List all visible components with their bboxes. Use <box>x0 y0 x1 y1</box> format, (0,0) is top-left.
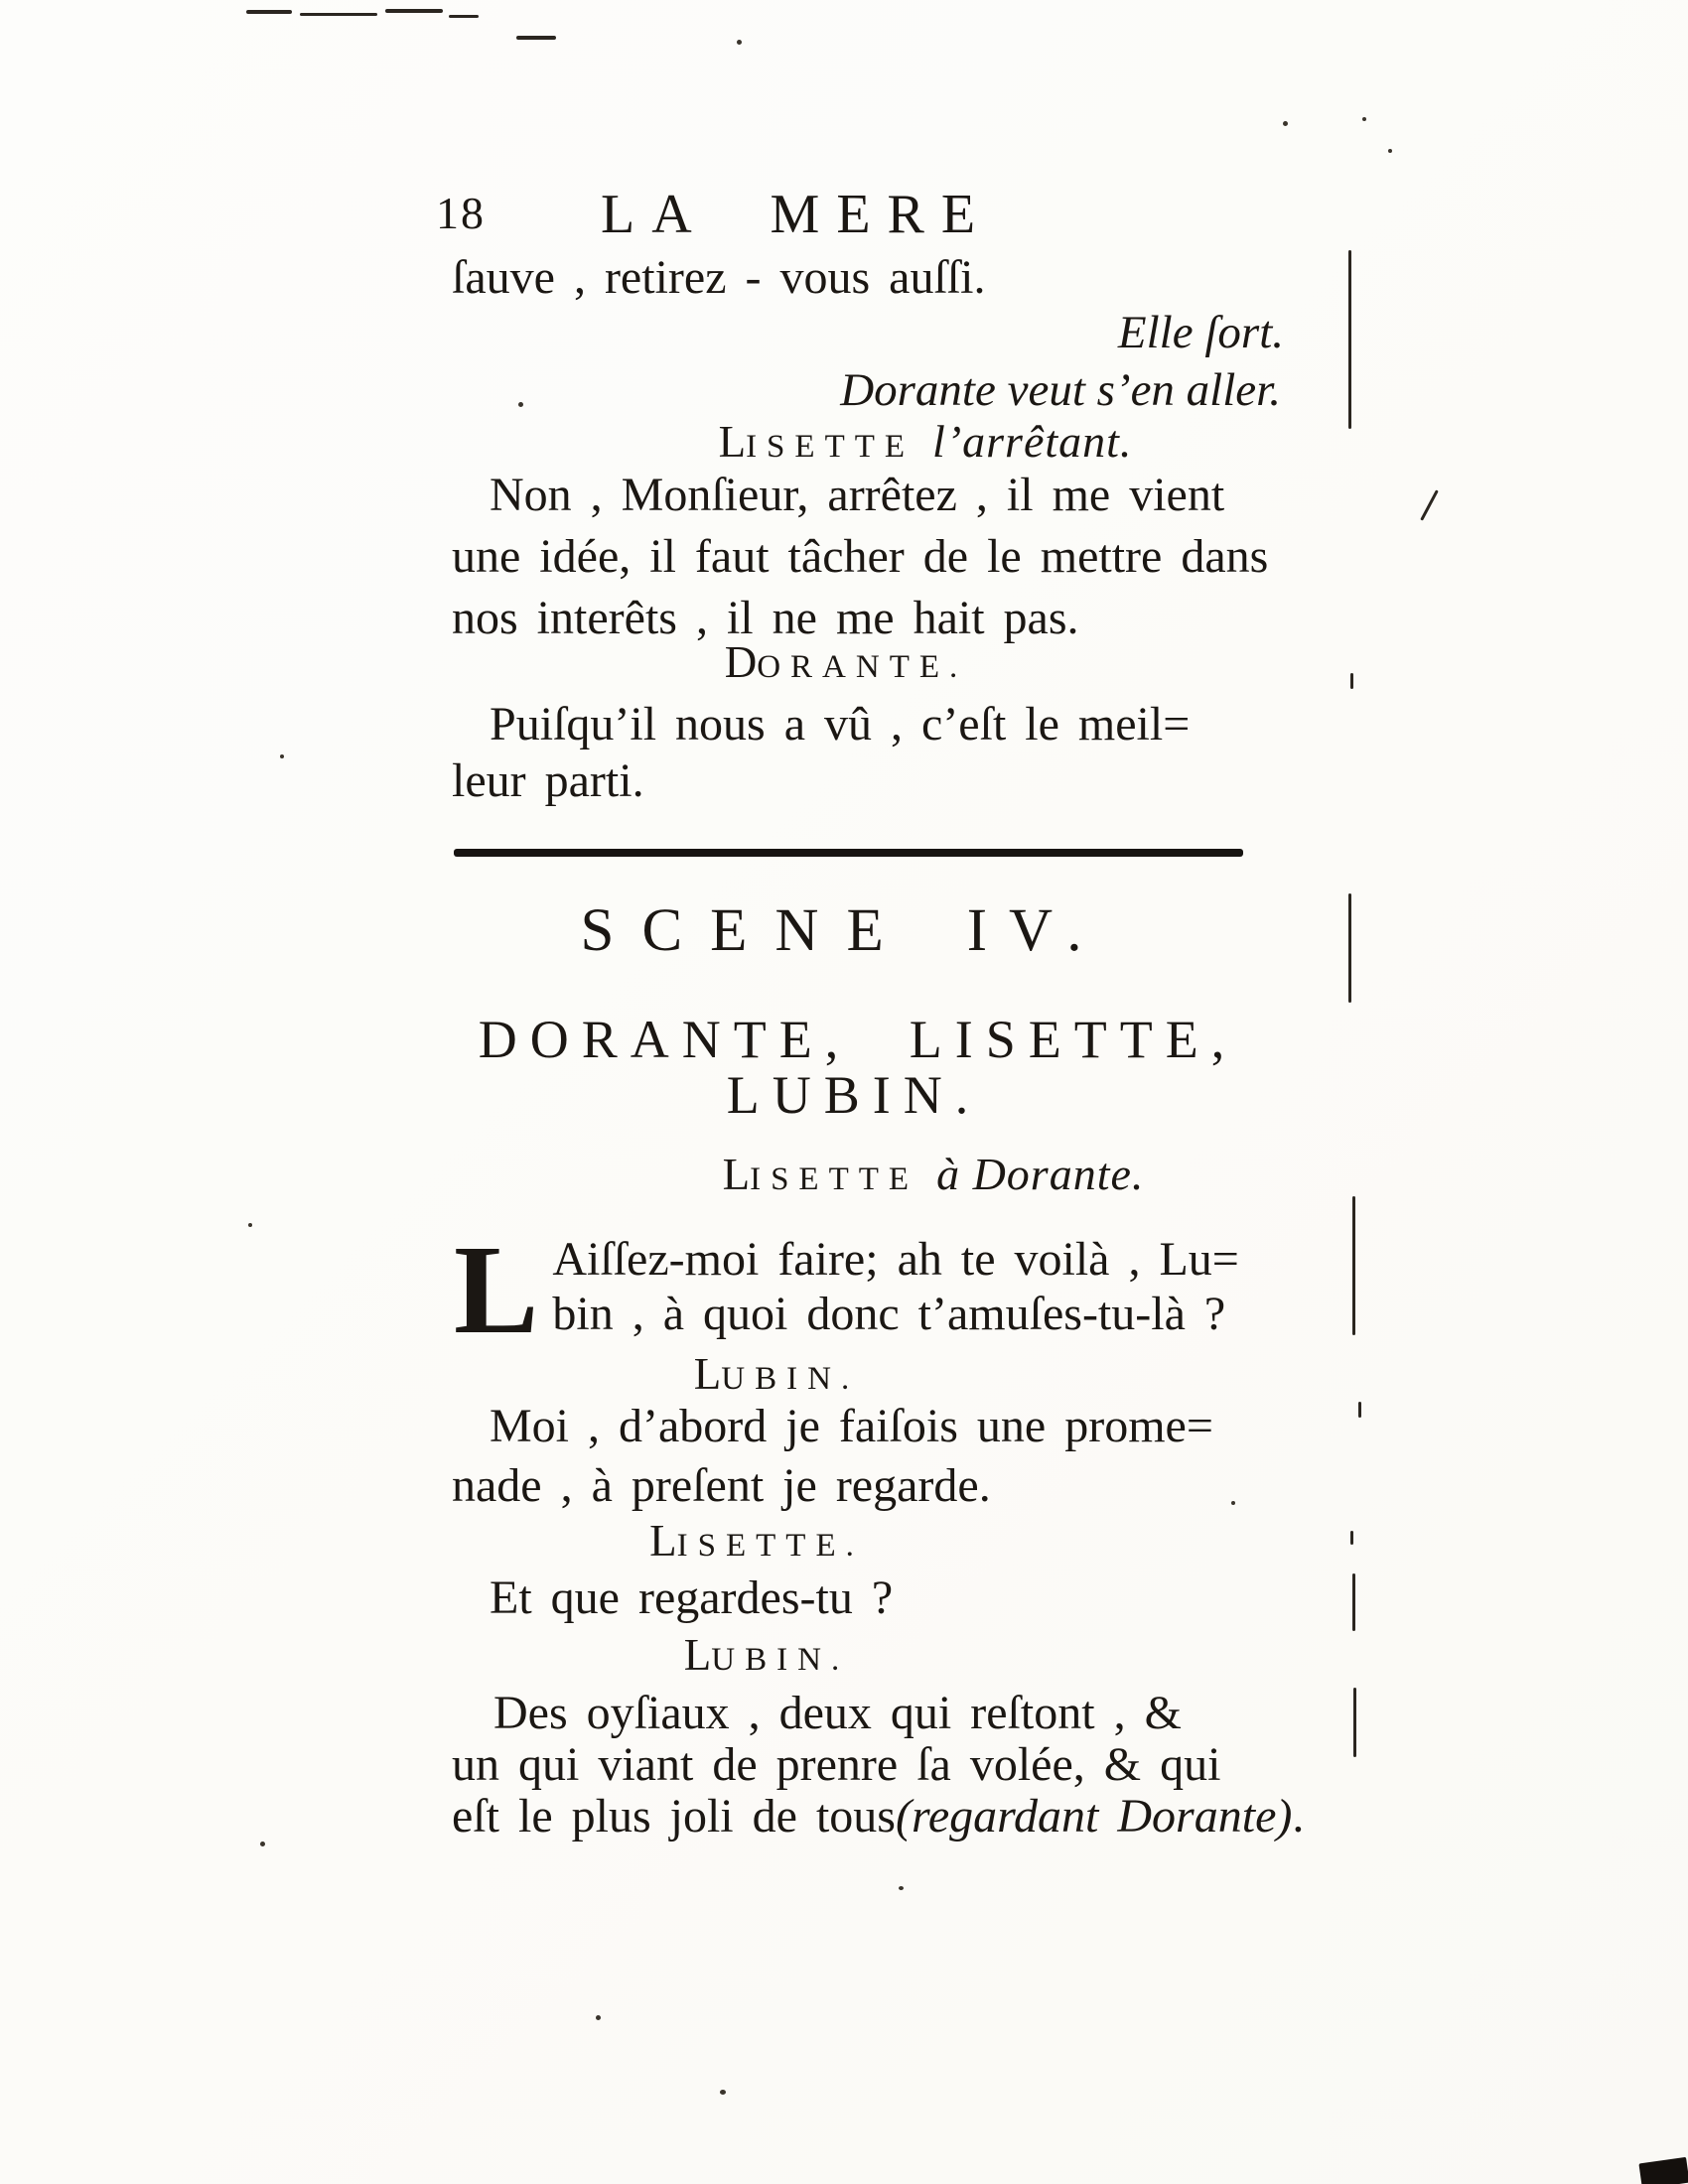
speaker-initial: D <box>724 637 758 687</box>
speaker-initial: L <box>649 1516 677 1566</box>
cue-stage-direction: à Dorante. <box>936 1149 1145 1199</box>
speech-text: eſt le plus joli de tous <box>452 1790 896 1843</box>
speaker-name: ISETTE <box>750 1161 919 1197</box>
margin-line-artifact <box>1358 1402 1361 1418</box>
dorante-speech <box>452 696 1336 809</box>
characters-line-1: DORANTE, LISETTE, <box>478 1010 1238 1069</box>
speaker-initial: L <box>718 417 747 467</box>
drop-cap: L <box>454 1219 539 1360</box>
speech-line: ſauve , retirez - vous auſſi. <box>452 251 986 304</box>
margin-line-artifact <box>1350 673 1353 689</box>
characters-line-2: LUBIN. <box>726 1065 982 1125</box>
speech-line: une idée, il faut tâcher de le mettre dans <box>452 530 1269 583</box>
text-column <box>436 0 1336 2184</box>
speaker-name: ISETTE <box>746 429 915 465</box>
corner-scan-mark <box>1638 2157 1688 2184</box>
speaker-cue-lubin-2 <box>325 1629 1208 1681</box>
speaker-initial: L <box>683 1630 712 1680</box>
speech-line: nos interêts , il ne me hait pas. <box>452 592 1079 644</box>
speaker-name: UBIN. <box>721 1361 860 1397</box>
ink-speck <box>280 754 284 758</box>
scene-divider-rule <box>454 849 1243 857</box>
scene-number: IV. <box>966 897 1104 964</box>
cue-stage-direction: l’arrêtant. <box>932 416 1133 467</box>
scene-heading <box>400 896 1284 966</box>
speaker-initial: L <box>693 1349 722 1399</box>
speaker-cue-lisette-a-dorante <box>492 1148 1375 1200</box>
scan-artifact <box>246 10 292 14</box>
speech-line <box>452 1791 1336 1843</box>
running-title: LA MERE <box>601 184 993 245</box>
speech-line: Aiſſez-moi faire; ah te voilà , Lu= <box>552 1233 1239 1286</box>
speech-line: bin , à quoi donc t’amuſes-tu-là ? <box>552 1288 1226 1340</box>
speaker-cue-lisette-2 <box>315 1515 1198 1567</box>
speech-line: Des oyſiaux , deux qui reſtont , & <box>493 1687 1182 1739</box>
margin-line-artifact <box>1353 1688 1356 1757</box>
stage-direction-exit: Elle ſort. <box>1117 307 1284 358</box>
speech-line: Non , Monſieur, arrêtez , il me vient <box>490 469 1225 521</box>
speech-line: Puiſqu’il nous a vû , c’eſt le meil= <box>490 698 1191 751</box>
lisette-speech-dropcap <box>452 1219 1336 1360</box>
scene-word: SCENE <box>580 897 912 964</box>
ink-speck <box>248 1223 252 1227</box>
speaker-cue-lubin <box>335 1348 1218 1400</box>
lisette-speech <box>452 465 1336 649</box>
speech-line: Moi , d’abord je faiſois une prome= <box>490 1400 1213 1452</box>
scan-artifact <box>300 13 377 16</box>
margin-line-artifact <box>1348 893 1351 1003</box>
speech-line: un qui viant de prenre ſa volée, & qui <box>452 1738 1221 1791</box>
speaker-initial: L <box>722 1150 751 1199</box>
speaker-name: ORANTE. <box>757 649 968 685</box>
speaker-cue-dorante <box>404 636 1288 688</box>
margin-line-artifact <box>1352 1196 1355 1335</box>
lubin-speech-1 <box>452 1397 1336 1516</box>
lubin-speech-2 <box>452 1688 1336 1843</box>
scan-artifact <box>385 9 443 13</box>
stage-direction-dorante: Dorante veut s’en aller. <box>840 364 1281 416</box>
margin-line-artifact <box>1348 250 1351 429</box>
page-header <box>436 183 1336 245</box>
speaker-name: UBIN. <box>711 1642 850 1678</box>
lisette-question: Et que regardes-tu ? <box>490 1571 894 1624</box>
page-number: 18 <box>436 188 486 238</box>
inline-stage-direction: (regardant Dorante) <box>895 1790 1293 1843</box>
ink-speck <box>1388 149 1392 153</box>
speech-line: leur parti. <box>452 754 644 807</box>
ink-speck <box>1362 117 1366 121</box>
margin-line-artifact <box>1350 1531 1353 1545</box>
speech-text: . <box>1292 1790 1305 1843</box>
scan-artifact <box>1420 489 1439 520</box>
speaker-name: ISETTE. <box>676 1528 864 1564</box>
speech-line: nade , à preſent je regarde. <box>452 1459 991 1512</box>
ink-speck <box>260 1842 265 1846</box>
speaker-cue-lisette <box>484 415 1367 468</box>
